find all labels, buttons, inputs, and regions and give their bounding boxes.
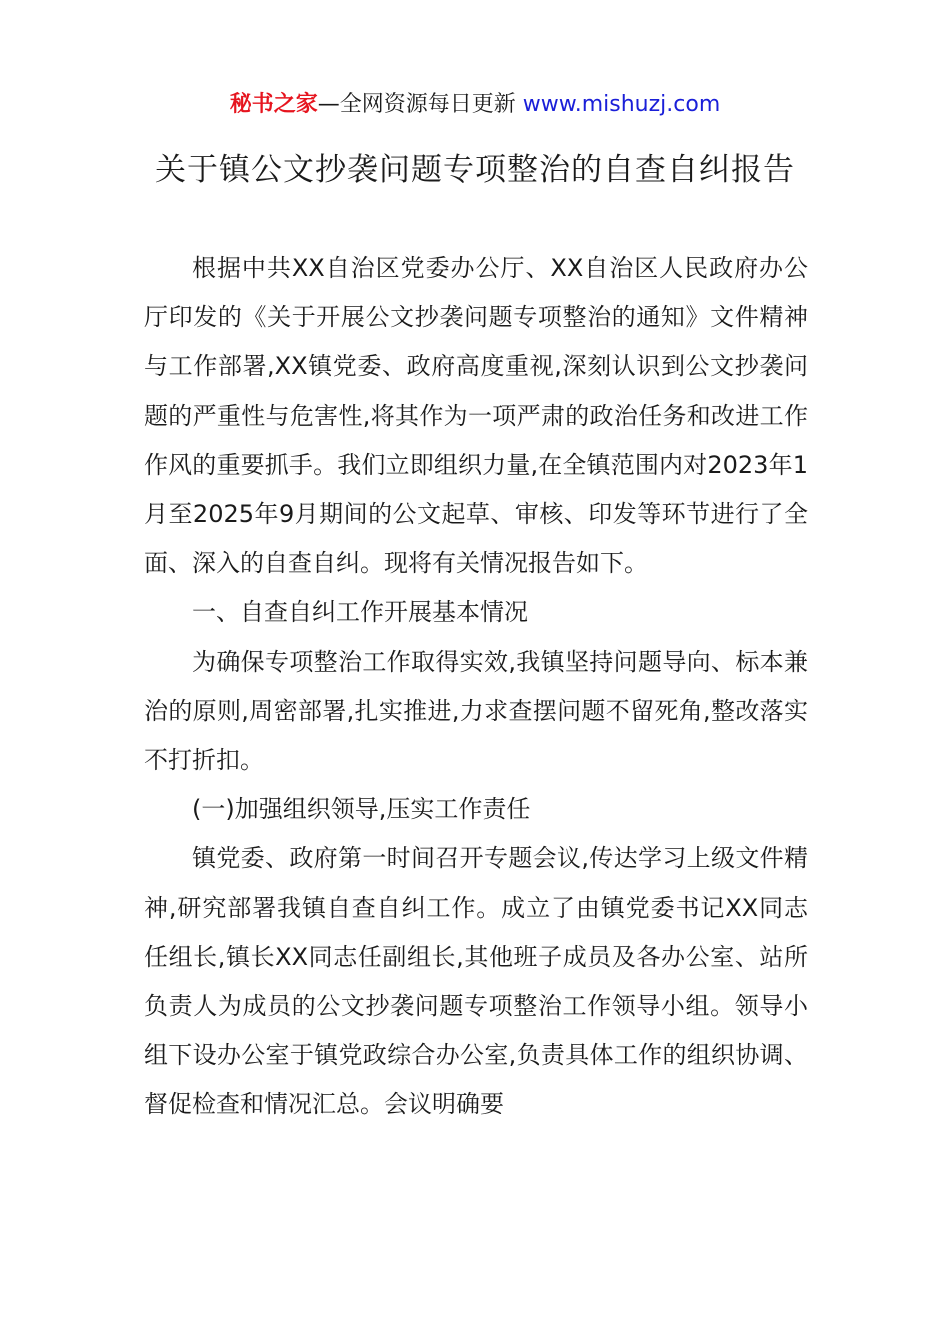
site-tagline: —全网资源每日更新 — [317, 92, 523, 117]
site-url-link[interactable]: www.mishuzj.com — [522, 92, 721, 117]
intro-paragraph: 根据中共XX自治区党委办公厅、XX自治区人民政府办公厅印发的《关于开展公文抄袭问题专项整治的通知》文件精神与工作部署,XX镇党委、政府高度重视,深刻认识到公文抄袭问题的严重性与危害性,将其作为一项严肃的政治任务和改进工作作风的重要抓手。我们立即组织力量,在全镇范围内对2023年1月至2025年9月期间的公文起草、审核、印发等环节进行了全面、深入的自查自纠。现将有关情况报告如下。 — [144, 254, 808, 578]
subsection-paragraph-1: 镇党委、政府第一时间召开专题会议,传达学习上级文件精神,研究部署我镇自查自纠工作。成立了由镇党委书记XX同志任组长,镇长XX同志任副组长,其他班子成员及各办公室、站所负责人为成员的公文抄袭问题专项整治工作领导小组。领导小组下设办公室于镇党政综合办公室,负责具体工作的组织协调、督促检查和情况汇总。会议明确要 — [144, 844, 808, 1119]
document-body — [144, 244, 808, 1130]
section-paragraph-1: 为确保专项整治工作取得实效,我镇坚持问题导向、标本兼治的原则,周密部署,扎实推进,力求查摆问题不留死角,整改落实不打折扣。 — [144, 647, 808, 775]
section-heading-1: 一、自查自纠工作开展基本情况 — [192, 598, 528, 627]
document-title: 关于镇公文抄袭问题专项整治的自查自纠报告 — [155, 152, 795, 188]
site-brand: 秘书之家 — [229, 92, 318, 117]
subsection-heading-1: (一)加强组织领导,压实工作责任 — [192, 795, 531, 824]
site-header — [0, 88, 950, 122]
